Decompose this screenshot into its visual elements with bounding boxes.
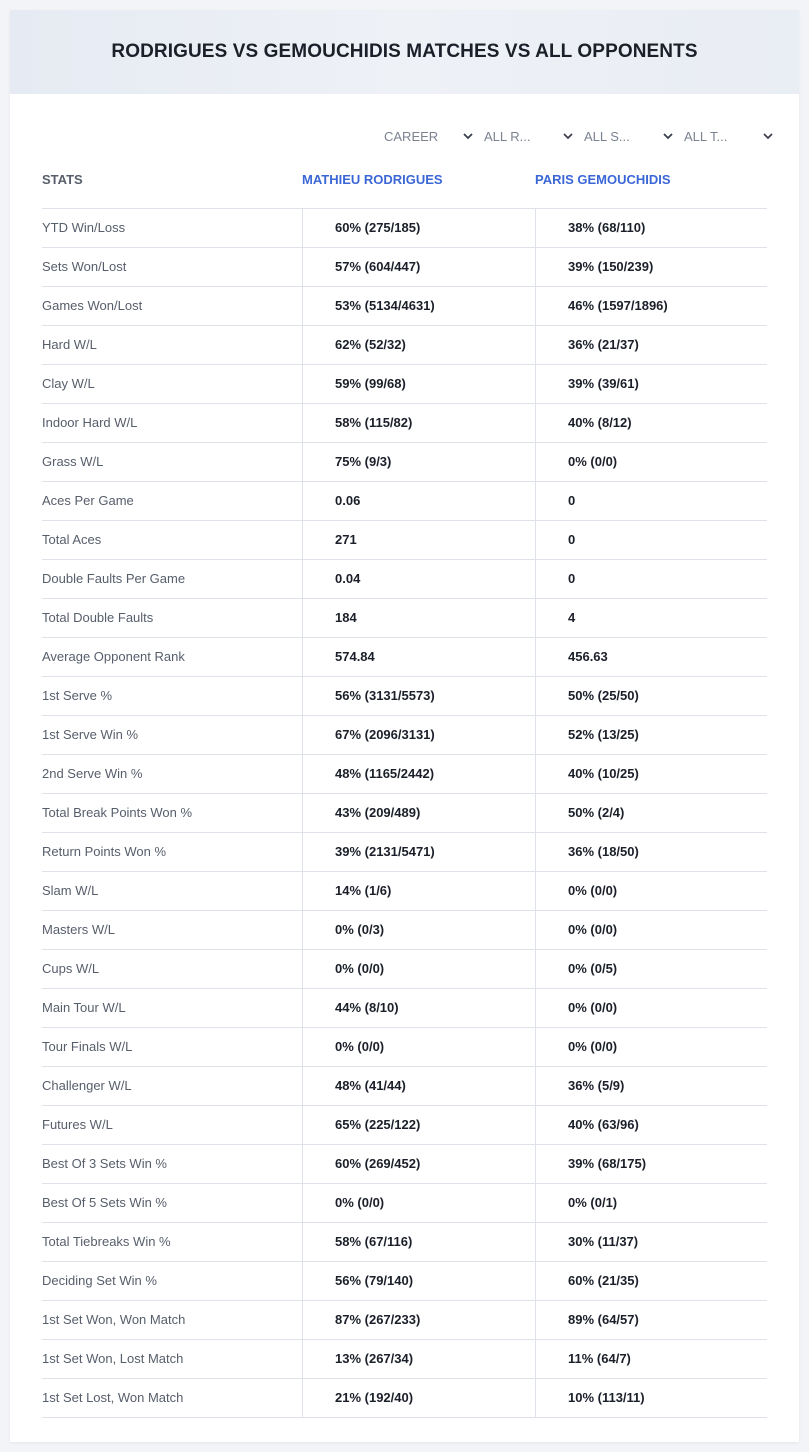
stat-label: Tour Finals W/L <box>42 1039 133 1054</box>
column-header-player1-link[interactable]: MATHIEU RODRIGUES <box>302 172 443 187</box>
table-row <box>42 950 767 989</box>
stat-label: Cups W/L <box>42 961 100 976</box>
player1-stat-value: 56% (3131/5573) <box>302 677 535 715</box>
table-row <box>42 482 767 521</box>
player2-stat-value: 52% (13/25) <box>535 716 767 754</box>
stat-label: Slam W/L <box>42 883 99 898</box>
page-title: RODRIGUES VS GEMOUCHIDIS MATCHES VS ALL OPPONENTS <box>111 41 698 62</box>
player2-stat-value: 38% (68/110) <box>535 209 767 247</box>
player1-stat-value: 48% (41/44) <box>302 1067 535 1105</box>
player1-stat-value: 56% (79/140) <box>302 1262 535 1300</box>
stat-label: 1st Set Won, Lost Match <box>42 1351 184 1366</box>
player2-stat-value: 50% (2/4) <box>535 794 767 832</box>
table-row <box>42 1145 767 1184</box>
player2-stat-value: 456.63 <box>535 638 767 676</box>
chevron-down-icon <box>562 130 574 142</box>
stat-label: Sets Won/Lost <box>42 259 127 274</box>
table-row <box>42 1067 767 1106</box>
player2-stat-value: 40% (63/96) <box>535 1106 767 1144</box>
table-header <box>42 170 767 209</box>
stat-label: Main Tour W/L <box>42 1000 126 1015</box>
table-row <box>42 443 767 482</box>
table-row <box>42 677 767 716</box>
player2-stat-value: 40% (8/12) <box>535 404 767 442</box>
player2-stat-value: 36% (18/50) <box>535 833 767 871</box>
player1-stat-value: 39% (2131/5471) <box>302 833 535 871</box>
player2-stat-value: 10% (113/11) <box>535 1379 767 1417</box>
table-row <box>42 326 767 365</box>
stats-card <box>10 10 799 1442</box>
player2-stat-value: 0 <box>535 521 767 559</box>
player2-stat-value: 46% (1597/1896) <box>535 287 767 325</box>
stat-label: Grass W/L <box>42 454 104 469</box>
filter-period-label: CAREER <box>384 128 439 144</box>
player2-stat-value: 40% (10/25) <box>535 755 767 793</box>
player1-stat-value: 65% (225/122) <box>302 1106 535 1144</box>
player1-stat-value: 87% (267/233) <box>302 1301 535 1339</box>
player1-stat-value: 44% (8/10) <box>302 989 535 1027</box>
player2-stat-value: 0% (0/0) <box>535 1028 767 1066</box>
player2-stat-value: 11% (64/7) <box>535 1340 767 1378</box>
filter-tournament-label: ALL T... <box>684 128 728 144</box>
player1-stat-value: 58% (67/116) <box>302 1223 535 1261</box>
player2-stat-value: 39% (150/239) <box>535 248 767 286</box>
stat-label: 1st Set Lost, Won Match <box>42 1390 184 1405</box>
player2-stat-value: 39% (39/61) <box>535 365 767 403</box>
player1-stat-value: 0.04 <box>302 560 535 598</box>
table-row <box>42 1028 767 1067</box>
stat-label: 2nd Serve Win % <box>42 766 143 781</box>
player2-stat-value: 36% (5/9) <box>535 1067 767 1105</box>
stat-label: Return Points Won % <box>42 844 167 859</box>
player2-stat-value: 0% (0/0) <box>535 872 767 910</box>
table-row <box>42 248 767 287</box>
table-row <box>42 872 767 911</box>
stat-label: Hard W/L <box>42 337 97 352</box>
player1-stat-value: 0.06 <box>302 482 535 520</box>
stat-label: YTD Win/Loss <box>42 220 126 235</box>
player2-stat-value: 50% (25/50) <box>535 677 767 715</box>
player1-stat-value: 14% (1/6) <box>302 872 535 910</box>
table-row <box>42 1184 767 1223</box>
stat-label: Best Of 3 Sets Win % <box>42 1156 167 1171</box>
table-row <box>42 1340 767 1379</box>
player2-stat-value: 0 <box>535 560 767 598</box>
stat-label: Total Double Faults <box>42 610 154 625</box>
player1-stat-value: 57% (604/447) <box>302 248 535 286</box>
table-row <box>42 209 767 248</box>
column-header-player2-link[interactable]: PARIS GEMOUCHIDIS <box>535 172 671 187</box>
player1-stat-value: 43% (209/489) <box>302 794 535 832</box>
player2-stat-value: 60% (21/35) <box>535 1262 767 1300</box>
card-header <box>10 10 799 94</box>
table-row <box>42 1106 767 1145</box>
player1-stat-value: 0% (0/0) <box>302 950 535 988</box>
player1-stat-value: 0% (0/3) <box>302 911 535 949</box>
filter-round-label: ALL R... <box>484 128 531 144</box>
player1-stat-value: 59% (99/68) <box>302 365 535 403</box>
stat-label: Indoor Hard W/L <box>42 415 138 430</box>
table-row <box>42 599 767 638</box>
player2-stat-value: 4 <box>535 599 767 637</box>
stat-label: Futures W/L <box>42 1117 113 1132</box>
chevron-down-icon <box>762 130 774 142</box>
table-row <box>42 521 767 560</box>
player1-stat-value: 271 <box>302 521 535 559</box>
player2-stat-value: 0% (0/5) <box>535 950 767 988</box>
player1-stat-value: 75% (9/3) <box>302 443 535 481</box>
filter-surface-select[interactable] <box>584 126 684 146</box>
column-header-stats: STATS <box>42 172 83 187</box>
player2-stat-value: 0 <box>535 482 767 520</box>
table-row <box>42 989 767 1028</box>
player1-stat-value: 13% (267/34) <box>302 1340 535 1378</box>
player1-stat-value: 0% (0/0) <box>302 1184 535 1222</box>
stat-label: Games Won/Lost <box>42 298 143 313</box>
player2-stat-value: 0% (0/0) <box>535 989 767 1027</box>
stat-label: Masters W/L <box>42 922 115 937</box>
stat-label: Total Break Points Won % <box>42 805 193 820</box>
chevron-down-icon <box>462 130 474 142</box>
player1-stat-value: 0% (0/0) <box>302 1028 535 1066</box>
stat-label: Average Opponent Rank <box>42 649 185 664</box>
filter-tournament-select[interactable] <box>684 126 784 146</box>
stat-label: Double Faults Per Game <box>42 571 186 586</box>
player1-stat-value: 184 <box>302 599 535 637</box>
filter-period-select[interactable] <box>384 126 484 146</box>
player1-stat-value: 58% (115/82) <box>302 404 535 442</box>
player2-stat-value: 30% (11/37) <box>535 1223 767 1261</box>
stat-label: 1st Set Won, Won Match <box>42 1312 186 1327</box>
table-row <box>42 638 767 677</box>
player1-stat-value: 53% (5134/4631) <box>302 287 535 325</box>
chevron-down-icon <box>662 130 674 142</box>
filter-bar <box>384 126 784 146</box>
player2-stat-value: 0% (0/0) <box>535 911 767 949</box>
stats-table-body <box>42 209 767 1418</box>
player1-stat-value: 62% (52/32) <box>302 326 535 364</box>
table-row <box>42 833 767 872</box>
table-row <box>42 1223 767 1262</box>
stat-label: Best Of 5 Sets Win % <box>42 1195 167 1210</box>
table-row <box>42 560 767 599</box>
stat-label: Challenger W/L <box>42 1078 132 1093</box>
table-row <box>42 1262 767 1301</box>
stat-label: Deciding Set Win % <box>42 1273 157 1288</box>
player2-stat-value: 39% (68/175) <box>535 1145 767 1183</box>
filter-surface-label: ALL S... <box>584 128 630 144</box>
player1-stat-value: 60% (269/452) <box>302 1145 535 1183</box>
table-row <box>42 794 767 833</box>
table-row <box>42 1301 767 1340</box>
player1-stat-value: 67% (2096/3131) <box>302 716 535 754</box>
table-row <box>42 365 767 404</box>
player1-stat-value: 48% (1165/2442) <box>302 755 535 793</box>
stat-label: Aces Per Game <box>42 493 134 508</box>
stat-label: 1st Serve Win % <box>42 727 139 742</box>
player1-stat-value: 574.84 <box>302 638 535 676</box>
stat-label: Clay W/L <box>42 376 95 391</box>
table-row <box>42 404 767 443</box>
filter-round-select[interactable] <box>484 126 584 146</box>
stat-label: Total Tiebreaks Win % <box>42 1234 171 1249</box>
table-row <box>42 716 767 755</box>
player1-stat-value: 60% (275/185) <box>302 209 535 247</box>
table-row <box>42 755 767 794</box>
player1-stat-value: 21% (192/40) <box>302 1379 535 1417</box>
table-row <box>42 911 767 950</box>
table-row <box>42 1379 767 1418</box>
stat-label: Total Aces <box>42 532 102 547</box>
player2-stat-value: 89% (64/57) <box>535 1301 767 1339</box>
stat-label: 1st Serve % <box>42 688 113 703</box>
player2-stat-value: 0% (0/0) <box>535 443 767 481</box>
table-row <box>42 287 767 326</box>
player2-stat-value: 36% (21/37) <box>535 326 767 364</box>
player2-stat-value: 0% (0/1) <box>535 1184 767 1222</box>
